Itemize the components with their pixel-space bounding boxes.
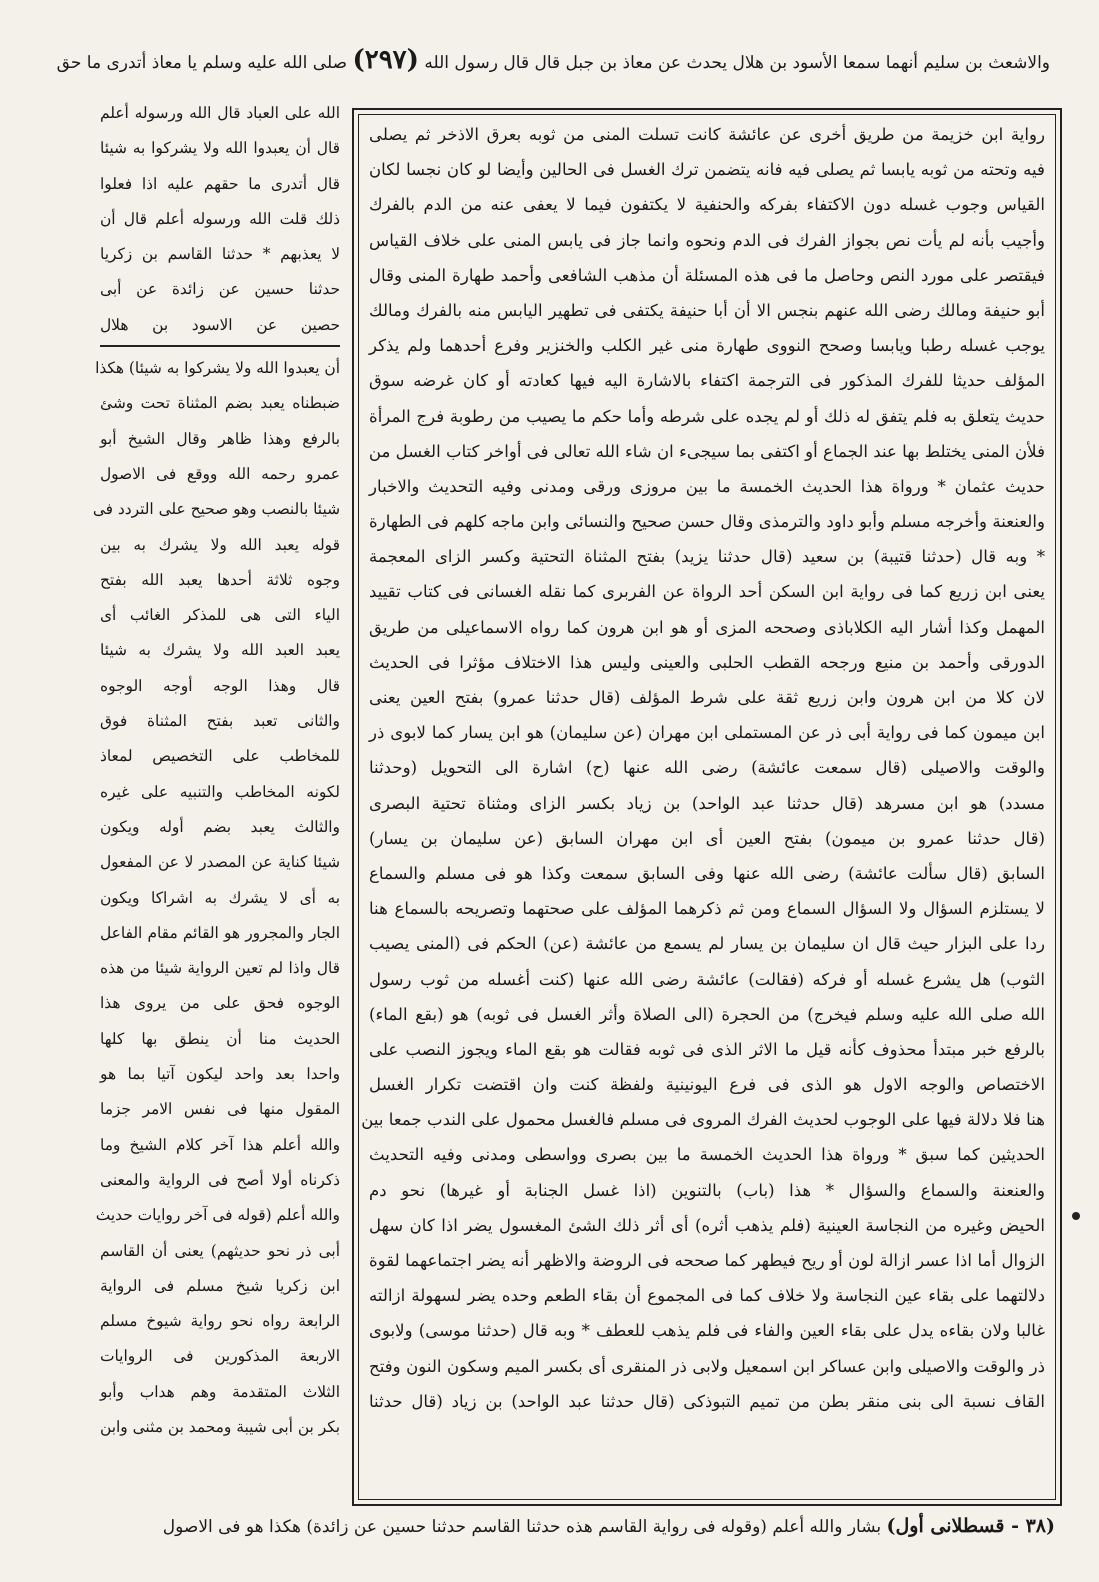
main-text-line: الحيض وغيره من النجاسة العينية (فلم يذهب أثره) أى أثر ذلك الشئ المغسول يضر اذا كان سهل	[369, 1215, 1045, 1235]
main-text-line: يوجب غسله رطبا ويابسا وصحح النووى طهارة منى غير الكلب والخنزير وفرع أحدهما ولم يذكر	[369, 336, 1045, 356]
main-text-line: الله صلى الله عليه وسلم فيخرج) من الحجرة (الى الصلاة وأثر الغسل فى ثوبه) هو (بقع الماء)	[369, 1004, 1045, 1024]
hadith-line: ذلك قلت الله ورسوله أعلم قال أن	[100, 209, 340, 228]
main-text-line: والعنعنة والسماع والسؤال * هذا (باب) بالتنوين (اذا غسل الجنابة أو غيرها) نحو دم	[369, 1180, 1045, 1200]
main-text-line: فيقتصر على مورد النص وحاصل ما فى هذه المسئلة أن مذهب الشافعى وأحمد طهارة المنى وقال	[369, 265, 1045, 285]
side-commentary-line: ذكرناه أولا أصح فى الرواية والمعنى	[100, 1170, 340, 1189]
main-text-line: فلأن المنى يختلط بها عند الجماع أو اكتفى بما سيجىء ان شاء الله تعالى فى أواخر كتاب الغسل من	[368, 441, 1045, 461]
side-commentary-line: شيئا بالنصب وهو صحيح على التردد فى	[92, 500, 340, 519]
side-commentary	[92, 351, 340, 1445]
side-commentary-line: واحدا بعد واحد ليكون آتيا بما هو	[100, 1065, 340, 1084]
header-text-after: والاشعث بن سليم أنهما سمعا الأسود بن هلال يحدث عن معاذ بن جبل قال قال رسول الله	[424, 53, 1050, 73]
side-commentary-line: والثالث يعبد بضم أوله ويكون	[100, 817, 340, 836]
page-footer	[95, 1508, 1055, 1544]
side-commentary-line: وجوه ثلاثة أحدها يعبد الله بفتح	[100, 570, 340, 589]
main-text-line: دلالتهما على بقاء عين النجاسة ولا خلاف كما فى المجموع أن بقاء الطعم وحده يضر لسهولة ازالته	[369, 1286, 1045, 1306]
main-text-line: ردا على البزار حيث قال ان سليمان بن يسار لم يسمع من عائشة (عن) الحكم فى (المنى يصيب	[369, 934, 1045, 954]
main-text-line: هنا فلا دلالة فيها على الوجوب لحديث الفرك المروى فى مسلم فالغسل محمول على الندب جمعا بين	[361, 1110, 1045, 1130]
hadith-line: قال أتدرى ما حقهم عليه اذا فعلوا	[100, 174, 340, 193]
main-text-line: أبو حنيفة ومالك رضى الله عنهم بنجس الا أن أبا حنيفة يكتفى فى تطهير اليابس منه بالفرك ومالك	[369, 300, 1045, 320]
side-commentary-line: ابن زكريا شيخ مسلم فى الرواية	[100, 1276, 340, 1295]
main-text-line: * وبه قال (حدثنا قتيبة) بن سعيد (قال حدثنا يزيد) بفتح المثناة التحتية وكسر الزاى المعجمة	[369, 547, 1045, 567]
side-commentary-line: الثلاث المتقدمة وهم هداب وأبو	[100, 1382, 340, 1401]
main-text-line: الدورقى وأحمد بن منيع ورجحه القطب الحلبى والعينى وليس هذا الاختلاف مؤثرا فى الحديث	[369, 652, 1045, 672]
side-column	[92, 96, 340, 1506]
side-commentary-line: الحديث منا أن ينطق بها كلها	[100, 1029, 340, 1048]
main-text-line: لان كلا من ابن هرون وابن زريع ثقة على شرط المؤلف (قال حدثنا عمرو) بفتح العين يعنى	[369, 688, 1045, 707]
main-commentary-text	[358, 114, 1056, 1500]
main-text-line: (قال حدثنا عمرو بن ميمون) بفتح العين أى ابن مهران السابق (عن سليمان بن يسار)	[369, 828, 1045, 848]
main-text-line: مسدد) هو ابن مسرهد (قال حدثنا عبد الواحد) بن زياد بكسر الزاى ومثناة تحتية البصرى	[369, 793, 1045, 813]
signature-mark: (٣٨ - قسطلانى أول)	[886, 1515, 1055, 1537]
page-number: (٢٩٧)	[352, 45, 419, 75]
footer-text: بشار والله أعلم (وقوله فى رواية القاسم هذه حدثنا القاسم حدثنا حسين عن زائدة) هكذا هو فى الاصول	[162, 1517, 882, 1537]
side-commentary-line: الجار والمجرور هو القائم مقام الفاعل	[100, 923, 340, 942]
side-commentary-line: شيئا كناية عن المصدر لا عن المفعول	[100, 853, 340, 872]
side-commentary-line: والثانى تعبد بفتح المثناة فوق	[100, 712, 340, 731]
side-commentary-line: المقول منها فى نفس الامر جزما	[100, 1100, 340, 1119]
main-text-line: حديث عثمان * ورواة هذا الحديث الخمسة ما بين مروزى ورقى ومدنى وفيه التحديث والاخبار	[369, 476, 1045, 496]
side-commentary-line: بالرفع وهذا ظاهر وقال الشيخ أبو	[100, 429, 340, 448]
side-commentary-line: يعبد العبد الله ولا يشرك به شيئا	[100, 641, 340, 660]
margin-dot	[1072, 1212, 1080, 1220]
main-text-line: ابن ميمون كما فى رواية أبى ذر عن المستملى ابن مهران (عن سليمان) هو ابن يسار كما لابوى ذر	[369, 723, 1045, 743]
main-text-line: الحديثين كما سبق * ورواة هذا الحديث الخمسة ما بين بصرى وواسطى ومدنى وفيه التحديث	[369, 1145, 1045, 1165]
main-text-line: السابق (قال سألت عائشة) رضى الله عنها وفى السابق سمعت وكذا هو فى مسلم والسماع	[369, 863, 1045, 883]
side-commentary-line: للمخاطب على التخصيص لمعاذ	[100, 747, 340, 766]
side-commentary-line: الياء التى هى للمذكر الغائب أى	[100, 606, 340, 625]
side-commentary-line: قال وهذا الوجه أوجه الوجوه	[100, 676, 340, 695]
side-commentary-line: والله أعلم (قوله فى آخر روايات حديث	[95, 1206, 340, 1225]
side-commentary-line: قال واذا لم تعين الرواية شيئا من هذه	[100, 959, 340, 978]
side-commentary-line: الاربعة المذكورين فى الروايات	[100, 1347, 340, 1366]
main-text-line: والعنعنة وأخرجه مسلم وأبو داود والترمذى وقال حسن صحيح والنسائى وابن ماجه كلهم فى الطهارة	[369, 512, 1045, 532]
main-text-line: بالرفع خبر مبتدأ محذوف كأنه قيل ما الاثر الذى فى ثوبه فقالت هو بقع الماء ويجوز النصب على	[369, 1039, 1045, 1059]
main-text-line: الثوب) هل يشرع غسله أو فركه (فقالت) عائشة رضى الله عنها (كنت أغسله من ثوب رسول	[369, 969, 1045, 989]
side-commentary-line: عمرو رحمه الله ووقع فى الاصول	[100, 464, 340, 483]
side-commentary-line: ضبطناه يعبد بضم المثناة تحت وشئ	[100, 394, 340, 413]
hadith-line: حصين عن الاسود بن هلال	[100, 315, 340, 334]
hadith-line: قال أن يعبدوا الله ولا يشركوا به شيئا	[100, 139, 340, 158]
header-text-before: صلى الله عليه وسلم يا معاذ أتدرى ما حق	[56, 53, 348, 73]
side-commentary-line: الرابعة رواه نحو رواية شيوخ مسلم	[100, 1312, 340, 1331]
side-commentary-line: أن يعبدوا الله ولا يشركوا به شيئا) هكذا	[95, 359, 340, 378]
main-text-line: القاف نسبة الى بنى منقر بطن من تميم التبوذكى (قال حدثنا عبد الواحد) بن زياد (قال حدثنا	[369, 1391, 1045, 1411]
hadith-line: لا يعذبهم * حدثنا القاسم بن زكريا	[100, 245, 340, 264]
hadith-text	[100, 96, 340, 343]
main-text-line: القياس وجوب غسله دون الاكتفاء بفركه والحنفية لا يكتفون فيما لا يعفى عنه من الدم بالفرك	[369, 195, 1045, 215]
side-commentary-line: بكر بن أبى شيبة ومحمد بن مثنى وابن	[100, 1417, 340, 1436]
side-divider	[100, 345, 340, 347]
side-commentary-line: قوله يعبد الله ولا يشرك به بين	[100, 535, 340, 554]
running-header	[56, 38, 1050, 84]
side-commentary-line: لكونه المخاطب والتنبيه على غيره	[100, 782, 340, 801]
main-text-line: المهمل وكذا أشار اليه الكلاباذى وصححه المزى أو هو ابن هرون كما رواه الاسماعيلى من طريق	[369, 617, 1045, 637]
hadith-line: الله على العباد قال الله ورسوله أعلم	[100, 104, 340, 122]
main-text-line: لا يستلزم السؤال ولا السؤال السماع ومن ثم ذكرهما المؤلف على صحتهما وتصريحه بالسماع هنا	[369, 899, 1045, 919]
hadith-line: حدثنا حسين عن زائدة عن أبى	[100, 280, 340, 299]
page-number-value: ٢٩٧	[364, 45, 407, 75]
main-text-line: فيه وتحته من ثوبه يابسا ثم يصلى فيه فانه يتضمن ترك الغسل فى الحالين وأيضا لو كان نجسا لكان	[369, 160, 1045, 180]
main-text-line: رواية ابن خزيمة من طريق أخرى عن عائشة كانت تسلت المنى من ثوبه بعرق الاذخر ثم يصلى	[369, 125, 1045, 144]
main-text-line: الزوال أما اذا عسر ازالة لون أو ريح فيطهر كما صححه فى الروضة والاظهر أنه يضر اجتماعهما لقوة	[369, 1251, 1045, 1270]
main-text-line: والوقت والاصيلى (قال سمعت عائشة) رضى الله عنها (ح) اشارة الى التحويل (وحدثنا	[369, 758, 1045, 778]
main-text-line: حديث يتعلق به فلم يتفق له ذلك أو لم يجده على شرطه وأما حكم ما يصيب من رطوبة فرج المرأة	[369, 406, 1045, 426]
side-commentary-line: والله أعلم هذا آخر كلام الشيخ وما	[100, 1135, 340, 1154]
side-commentary-line: به أى لا يشرك به اشراكا ويكون	[100, 888, 340, 907]
main-text-line: المؤلف حديثا للفرك المذكور فى الترجمة اكتفاء بالاشارة اليه فيها كعادته أو كان غرضه سوق	[369, 371, 1045, 391]
main-text-line: يعنى ابن زريع كما فى رواية ابن السكن أحد الرواة عن الفربرى كما نقله الغسانى فى كتاب تقييد	[369, 582, 1045, 602]
main-text-line: ذر والوقت والاصيلى وابن عساكر ابن اسمعيل ولابى ذر المنقرى أى بكسر الميم وسكون النون وفتح	[369, 1356, 1045, 1376]
side-commentary-line: أبى ذر نحو حديثهم) يعنى أن القاسم	[100, 1241, 340, 1260]
main-text-line: غالبا ولان بقاءه يدل على بقاء العين والفاء فى فلم يذهب للعطف * وبه قال (حدثنا موسى) ولابوى	[369, 1321, 1045, 1341]
main-text-line: وأجيب بأنه لم يأت نص بجواز الفرك فى الدم ونحوه وانما جاز فى يابس المنى على خلاف القياس	[369, 230, 1045, 250]
main-commentary-frame	[352, 108, 1062, 1506]
side-commentary-line: الوجوه فحق على من يروى هذا	[100, 994, 340, 1013]
main-text-line: الاختصاص والوجه الاول هو الذى فى فرع اليونينية ولفظة كنت وان اقتضت تكرار الغسل	[369, 1075, 1045, 1095]
